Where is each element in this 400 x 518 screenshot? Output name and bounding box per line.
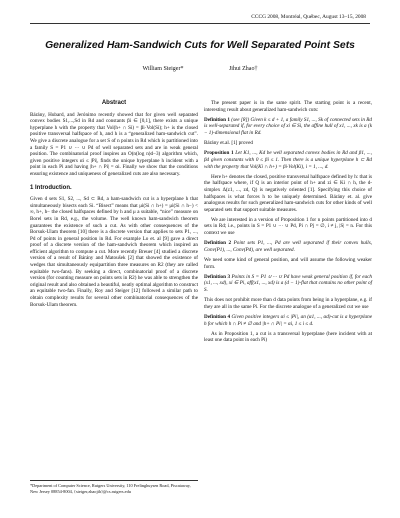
definition-4-text: Given positive integers αi ≤ |Pi|, an (α1, ..., αd)-cut is a hyperplane h for which h ∩ Pi ≠ ∅ and |h+ ∩ Pi| = αi, 1 ≤ i ≤ d. [204,313,372,327]
definition-3-label: Definition 3 [204,273,231,280]
affiliation-footnote: *Department of Computer Science, Rutgers University, 110 Frelinghuysen Road, Piscataway, New Jersey 08854-8004, {steiger,zhaojih}@cs.rutgers.edu [30,480,198,494]
point-version-paragraph: We are interested in a version of Proposition 1 for n points partitioned into d sets in Rd; i.e., points in S = P1 ∪ ··· ∪ Pd, Pi ∩ Pj = ∅, i ≠ j, |S| = n. For this context we use [204,216,372,237]
abstract-text: Bárány, Hubard, and Jerónimo recently showed that for given well separated convex bodies S1,...,Sd in Rd and constants βi ∈ [0,1], there exists a unique hyperplane h with the property that Vol(h+ ∩ Si) = βi·Vol(Si); h+ is the closed positive transversal halfspace of h, and h is a “generalized ham-sandwich cut”. We give a discrete analogue for a set S of n points in Rd which is partitioned into a family S = P1 ∪ ··· ∪ Pd of well separated sets and are in weak general position. The combinatorial proof inspires an O(n(log n)d−3) algorithm which, given positive integers αi ≤ |Pi|, finds the unique hyperplane h incident with a point in each Pi and having |h+ ∩ Pi| = αi. Finally we show that the conditions ensuring existence and uniqueness of generalized cuts are also necessary. [30,111,198,177]
proposition-1 [204,150,372,170]
proposition-1-label: Proposition 1 [204,150,234,157]
definition-2 [204,240,372,253]
paper-title: Generalized Ham-Sandwich Cuts for Well Separated Point Sets [45,40,355,51]
intro-continuation: The present paper is in the same spirit. The starting point is a recent, interesting result about generalized ham-sandwich cuts: [204,100,372,113]
definition-1-label: Definition 1 [204,116,230,123]
definition-1 [204,117,372,137]
proposition-1-text: Let K1, ..., Kd be well separated convex bodies in Rd and β1, ..., βd given constants with 0 ≤ βi ≤ 1. Then there is a unique hyperplane h ⊂ Rd with the property that Vol(Ki ∩ h+) = βi·Vol(Ki), i = 1, ..., d. [204,150,372,170]
transversal-paragraph: As in Proposition 1, a cut is a transversal hyperplane (here incident with at least one data point in each Pi) [204,330,372,344]
definition-2-label: Definition 2 [204,240,232,247]
right-column [204,100,372,348]
author-1: William Steiger* [142,66,184,72]
definition-3 [204,274,372,294]
cited-result-line: Bárány et.al. [1] proved [204,140,253,147]
halfspace-paragraph: Here h+ denotes the closed, positive transversal halfspace defined by h: that is the halfspace where, if Q is an interior point of h+ and zi ∈ Ki ∩ h, the d-simplex Δ(z1, ..., zd, Q) is negatively oriented [1]. Specifying this choice of halfspaces is what forces h to be uniquely determined. Bárány et. al. give analogous results for such generalized ham-sandwich cuts for other kinds of well separated sets that support suitable measures. [204,173,372,213]
author-line [0,66,400,72]
definition-1-text: (see [8]) Given k ≤ d + 1, a family S1, ..., Sk of connected sets in Rd is well-separated if, for every choice of xi ∈ Si, the affine hull of x1, ..., xk is a (k − 1)-dimensional flat in Rd. [204,116,372,136]
definition-3-text: Points in S = P1 ∪ ··· ∪ Pd have weak general position if, for each (x1, ..., xd), xi ∈ Pi, aff(x1, ..., xd) is a (d − 1)-flat that contains no other point of S. [204,273,372,293]
header-rule [30,23,370,24]
definition-4-label: Definition 4 [204,313,231,320]
left-column [30,100,198,312]
introduction-heading: 1 Introduction. [30,184,72,191]
prohibit-paragraph: This does not prohibit more than d data points from being in a hyperplane, e.g. if they are all in the same Pi. For the discrete analogue of a generalized cut we use [204,297,372,310]
author-2: Jihui Zhao† [228,66,258,72]
definition-2-text: Point sets P1, ..., Pd are well separated if their convex hulls, Conv(P1), ..., Conv(Pd), are well separated. [204,240,372,253]
definition-4 [204,314,372,327]
general-position-paragraph: We need some kind of general position, and will assume the following weaker form. [204,257,372,270]
abstract-heading: Abstract [101,100,127,106]
running-header: CCCG 2008, Montréal, Québec, August 13–15, 2008 [251,14,366,20]
intro-paragraph: Given d sets S1, S2, ..., Sd ⊂ Rd, a ham-sandwich cut is a hyperplane h that simultaneously bisects each Si. “Bisect” means that μi(Si ∩ h+) = μi(Si ∩ h−) < ∞, h+, h− the closed halfspaces defined by h and μ a suitable, “nice” measure on Borel sets in Rd, e.g., the volume. The well known ham-sandwich theorem guarantees the existence of such a cut. As with other consequences of the Borsuk-Ulam theorem [10] there is a discrete version that applies to sets P1, ..., Pd of points in general position in Rd. For example Lo et. al [9] gave a direct proof of a discrete version of the ham-sandwich theorem which inspired an efficient algorithm to compute a cut. More recently Breuer [4] studied a discrete version of a result of Bárány and Matoušek [2] that showed the existence of wedges that simultaneously equipartition three measures on R2 (they are called equitable two-fans). By seeking a direct, combinatorial proof of a discrete version (for counting measure on points sets in R2) he was able to strengthen the original result and also obtained a beautiful, neatly optimal algorithm to construct an equitable two-fan. Finally, Roy and Steiger [12] followed a similar path to obtain complexity results for several other combinatorial consequences of the Borsuk-Ulam theorem. [30,196,198,308]
